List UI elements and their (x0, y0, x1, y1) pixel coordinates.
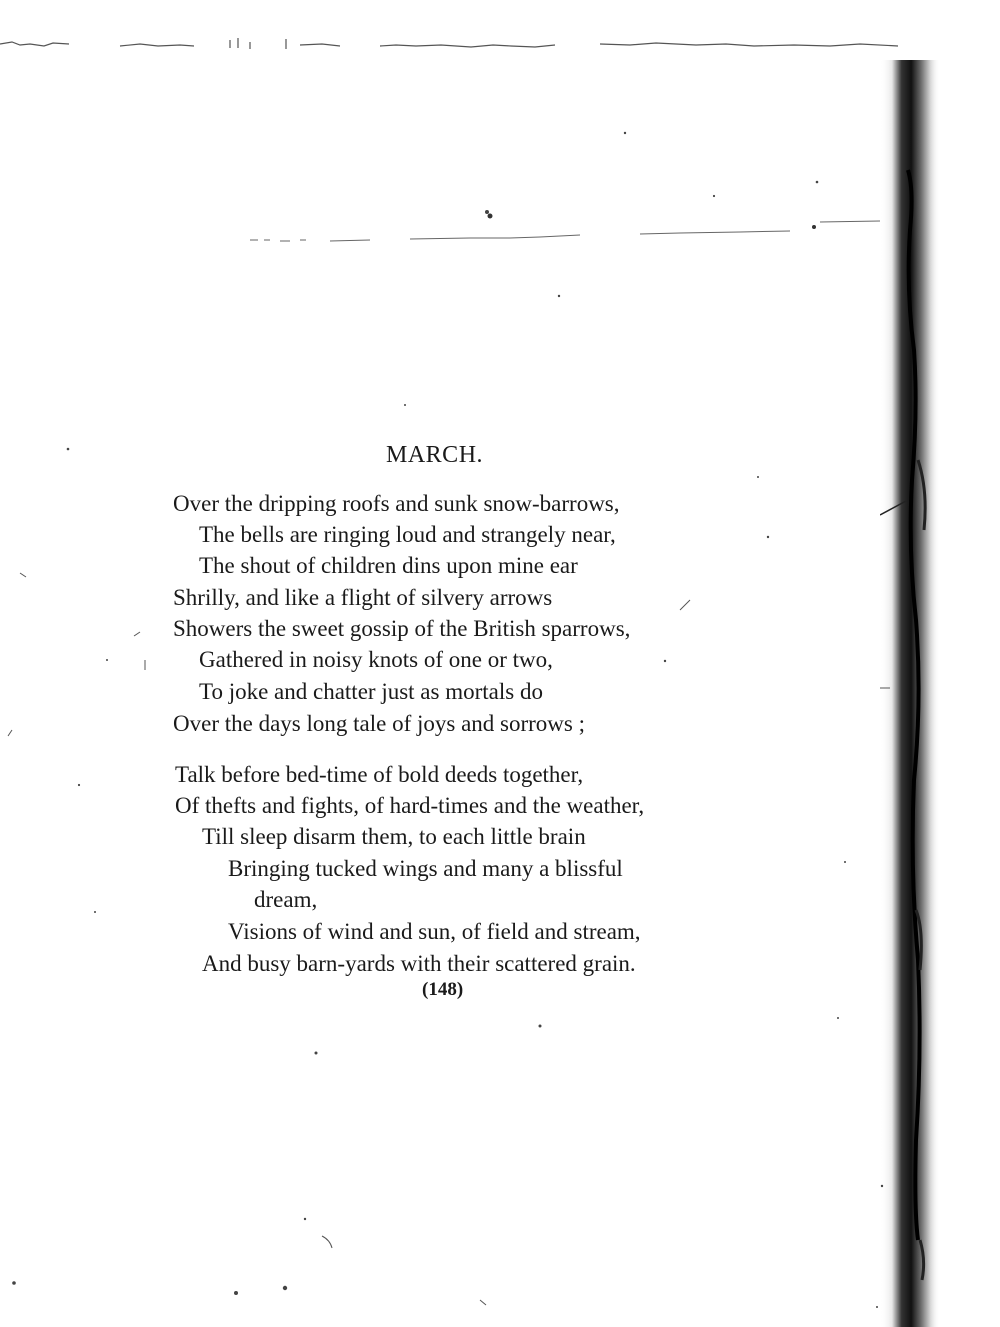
stanza-2-line-2: Of thefts and fights, of hard-times and the weather, (175, 793, 645, 818)
stanza-1-line-3: The shout of children dins upon mine ear (199, 553, 578, 578)
stanza-2-line-1: Talk before bed-time of bold deeds together, (175, 762, 584, 787)
stanza-2-line-4-continuation: dream, (254, 887, 318, 912)
stanza-1-line-4: Shrilly, and like a flight of silvery arrows (173, 585, 553, 610)
page-number: (148) (422, 979, 464, 1000)
stanza-2-line-5: Visions of wind and sun, of field and stream, (228, 919, 641, 944)
stanza-2-line-3: Till sleep disarm them, to each little brain (202, 824, 586, 849)
stanza-1-line-5: Showers the sweet gossip of the British sparrows, (173, 616, 631, 641)
stanza-2-line-4: Bringing tucked wings and many a blissful (228, 856, 623, 881)
stanza-1-line-8: Over the days long tale of joys and sorrows ; (173, 711, 586, 736)
stanza-2-line-6: And busy barn-yards with their scattered grain. (202, 951, 636, 976)
stanza-1-line-7: To joke and chatter just as mortals do (199, 679, 543, 704)
stanza-1-line-1: Over the dripping roofs and sunk snow-barrows, (173, 491, 620, 516)
stanza-1-line-2: The bells are ringing loud and strangely near, (199, 522, 616, 547)
stanza-1-line-6: Gathered in noisy knots of one or two, (199, 647, 553, 672)
poem-title: MARCH. (386, 442, 484, 468)
